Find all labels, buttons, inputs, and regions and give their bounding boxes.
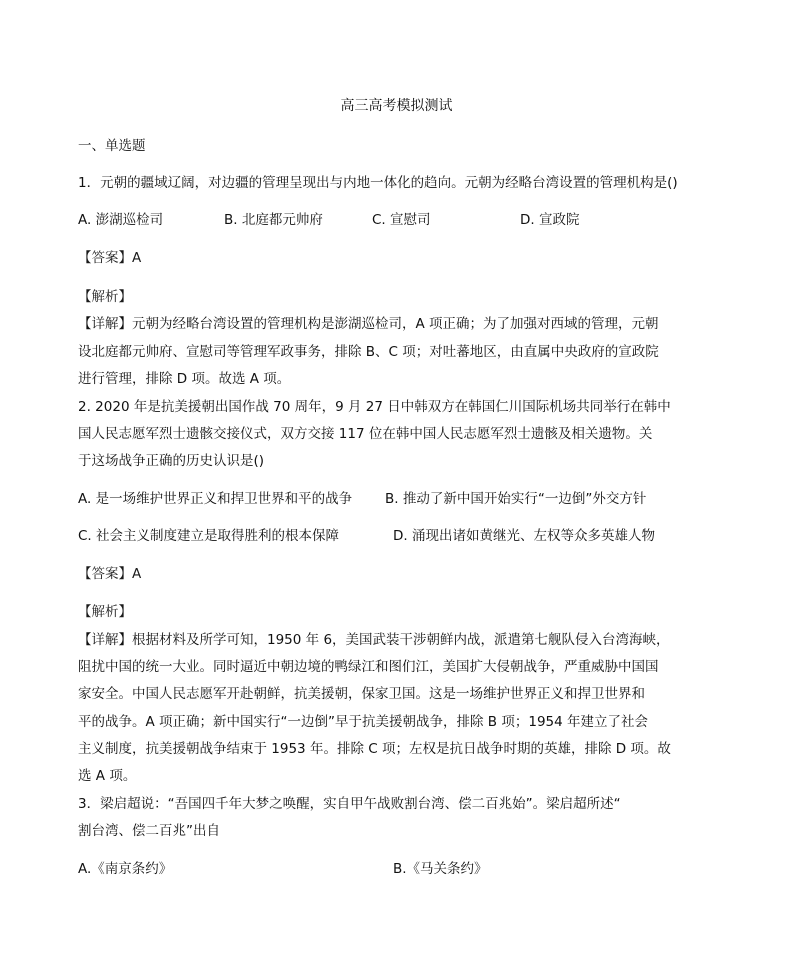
q1-detail-line: 【详解】元朝为经略台湾设置的管理机构是澎湖巡检司，A 项正确；为了加强对西域的管理，元朝 <box>78 316 659 332</box>
q2-option-d: D. 涌现出诸如黄继光、左权等众多英雄人物 <box>393 528 655 544</box>
q2-detail-line: 主义制度，抗美援朝战争结束于 1953 年。排除 C 项；左权是抗日战争时期的英雄，排除 D 项。故 <box>78 741 671 757</box>
q1-option-b: B. 北庭都元帅府 <box>224 212 323 228</box>
question-3-stem-line: 割台湾、偿二百兆”出自 <box>78 823 220 839</box>
q2-detail-line: 选 A 项。 <box>78 768 137 784</box>
page-title: 高三高考模拟测试 <box>340 98 453 114</box>
q2-detail-line: 家安全。中国人民志愿军开赴朝鲜，抗美援朝，保家卫国。这是一场维护世界正义和捍卫世界和 <box>78 686 645 702</box>
q1-answer: 【答案】A <box>78 250 142 266</box>
q1-option-a: A. 澎湖巡检司 <box>78 212 164 228</box>
q2-detail-line: 平的战争。A 项正确；新中国实行“一边倒”早于抗美援朝战争，排除 B 项；1954 年建立了社会 <box>78 714 649 730</box>
q2-option-b: B. 推动了新中国开始实行“一边倒”外交方针 <box>385 491 647 507</box>
q1-analysis-label: 【解析】 <box>78 289 132 305</box>
q1-detail-line: 进行管理，排除 D 项。故选 A 项。 <box>78 371 291 387</box>
question-3-stem-line: 3．梁启超说：“吾国四千年大梦之唤醒，实自甲午战败割台湾、偿二百兆始”。梁启超所述“ <box>78 796 621 812</box>
q3-option-b: B.《马关条约》 <box>393 861 488 877</box>
q3-option-a: A.《南京条约》 <box>78 861 173 877</box>
q2-detail-line: 【详解】根据材料及所学可知，1950 年 6，美国武装干涉朝鲜内战，派遣第七舰队侵入台湾海峡， <box>78 632 670 648</box>
q1-detail-line: 设北庭都元帅府、宣慰司等管理军政事务，排除 B、C 项；对吐蕃地区，由直属中央政府的宣政院 <box>78 344 659 360</box>
question-2-stem-line: 于这场战争正确的历史认识是() <box>78 453 265 469</box>
q2-answer: 【答案】A <box>78 566 142 582</box>
q2-option-c: C. 社会主义制度建立是取得胜利的根本保障 <box>78 528 340 544</box>
section-heading: 一、单选题 <box>78 138 146 154</box>
q2-detail-line: 阻扰中国的统一大业。同时逼近中朝边境的鸭绿江和图们江，美国扩大侵朝战争，严重威胁中国国 <box>78 659 659 675</box>
q1-option-c: C. 宣慰司 <box>372 212 431 228</box>
q1-option-d: D. 宣政院 <box>520 212 580 228</box>
question-2-stem-line: 2. 2020 年是抗美援朝出国作战 70 周年，9 月 27 日中韩双方在韩国仁川国际机场共同举行在韩中 <box>78 399 671 415</box>
q2-analysis-label: 【解析】 <box>78 604 132 620</box>
q2-option-a: A. 是一场维护世界正义和捍卫世界和平的战争 <box>78 491 353 507</box>
question-2-stem-line: 国人民志愿军烈士遗骸交接仪式，双方交接 117 位在韩中国人民志愿军烈士遗骸及相关遗物。关 <box>78 426 653 442</box>
question-1-stem: 1．元朝的疆域辽阔，对边疆的管理呈现出与内地一体化的趋向。元朝为经略台湾设置的管理机构是() <box>78 175 678 191</box>
